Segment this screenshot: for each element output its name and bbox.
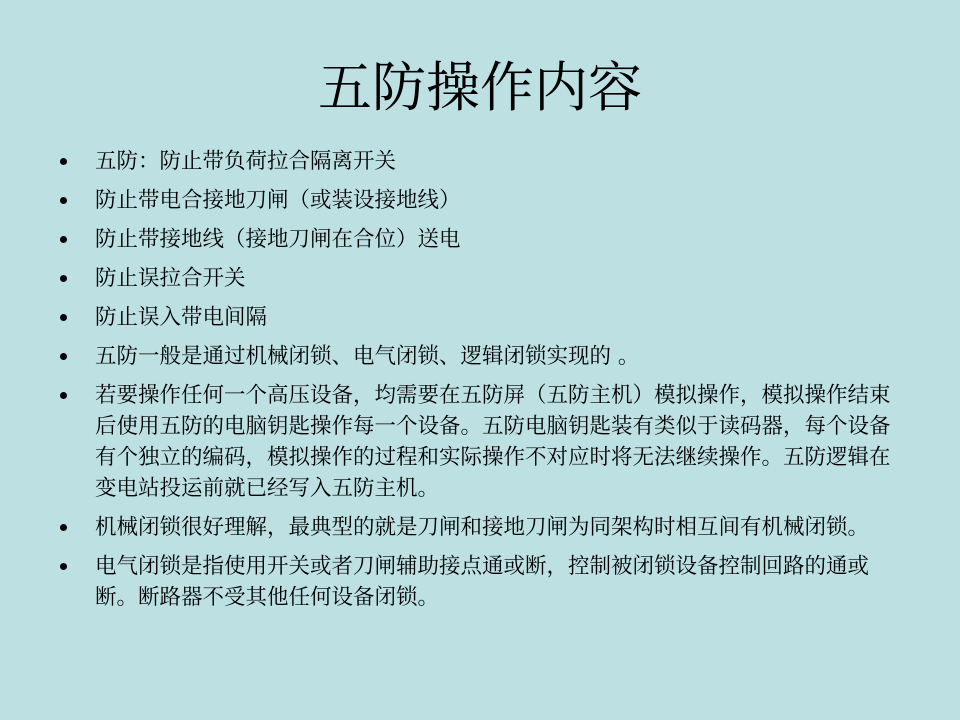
bullet-item (58, 146, 908, 177)
bullet-dot-icon (60, 524, 67, 531)
bullet-text: 电气闭锁是指使用开关或者刀闸辅助接点通或断，控制被闭锁设备控制回路的通或断。断路器不受其他任何设备闭锁。 (95, 554, 870, 610)
bullet-dot-icon (60, 353, 67, 360)
bullet-list (58, 146, 908, 621)
bullet-item (58, 512, 908, 543)
bullet-item (58, 185, 908, 216)
bullet-text: 机械闭锁很好理解，最典型的就是刀闸和接地刀闸为同架构时相互间有机械闭锁。 (95, 515, 870, 540)
bullet-dot-icon (60, 563, 67, 570)
bullet-text: 五防一般是通过机械闭锁、电气闭锁、逻辑闭锁实现的 。 (95, 344, 640, 369)
bullet-item (58, 380, 908, 504)
bullet-text: 防止误拉合开关 (95, 266, 246, 291)
slide-title: 五防操作内容 (318, 56, 642, 119)
bullet-text: 若要操作任何一个高压设备，均需要在五防屏（五防主机）模拟操作，模拟操作结束后使用五防的电脑钥匙操作每一个设备。五防电脑钥匙装有类似于读码器，每个设备有个独立的编码，模拟操作的过程和实际操作不对应时将无法继续操作。五防逻辑在变电站投运前就已经写入五防主机。 (95, 383, 891, 501)
bullet-item (58, 224, 908, 255)
bullet-dot-icon (60, 392, 67, 399)
bullet-text: 防止误入带电间隔 (95, 305, 268, 330)
bullet-item (58, 263, 908, 294)
bullet-dot-icon (60, 275, 67, 282)
bullet-dot-icon (60, 314, 67, 321)
bullet-item (58, 551, 908, 613)
bullet-dot-icon (60, 236, 67, 243)
bullet-dot-icon (60, 158, 67, 165)
bullet-item (58, 302, 908, 333)
bullet-text: 防止带电合接地刀闸（或装设接地线） (95, 188, 461, 213)
bullet-item (58, 341, 908, 372)
bullet-text: 五防：防止带负荷拉合隔离开关 (95, 149, 397, 174)
bullet-dot-icon (60, 197, 67, 204)
bullet-text: 防止带接地线（接地刀闸在合位）送电 (95, 227, 461, 252)
